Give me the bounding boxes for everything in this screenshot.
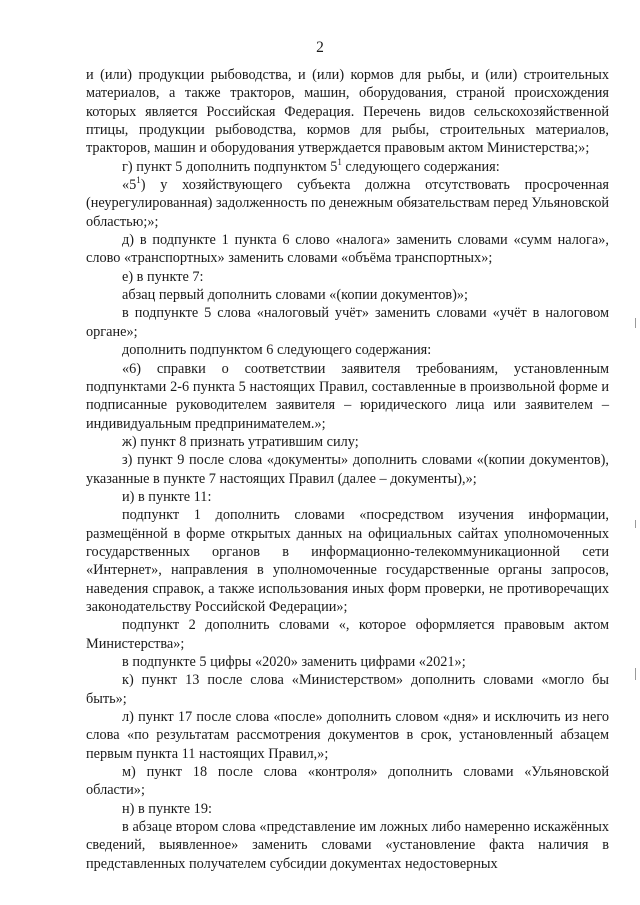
paragraph-subpoint-5-digits: в подпункте 5 цифры «2020» заменить цифрами «2021»; (122, 654, 466, 670)
paragraph-subpoint-6-text: «6) справки о соответствии заявителя требованиям, установленным подпунктами 2-6 пункта 5 настоящих Правил, составленные в произвольной форме и подписанные руководителем заявителя – юридического лица или заявителем – индивидуальным предпринимателем.»; (86, 360, 609, 432)
paragraph-item-m: м) пункт 18 после слова «контроля» дополнить словами «Ульяновской области»; (86, 764, 609, 799)
paragraph-item-i: и) в пункте 11: (122, 488, 212, 505)
paragraph-subpoint-2: подпункт 2 дополнить словами «, которое оформляется правовым актом Министерства»; (86, 617, 609, 652)
paragraph-item-z: з) пункт 9 после слова «документы» дополнить словами «(копии документов), указанные в пункте 7 настоящих Правил (далее – документы),»; (86, 452, 609, 487)
paragraph-subpoint-5: в подпункте 5 слова «налоговый учёт» заменить словами «учёт в налоговом органе»; (86, 305, 609, 340)
paragraph-item-zh: ж) пункт 8 признать утратившим силу; (122, 433, 359, 450)
paragraph-subpoint-1: подпункт 1 дополнить словами «посредством изучения информации, размещённой в форме открытых данных на официальных сайтах уполномоченных государственных органов в информационно-телекоммуникационной сети «Интернет», направления в уполномоченные государственные органы запросов, наведения справок, а также использования иных форм проверки, не противоречащих законодательству Российской Федерации»; (86, 507, 609, 615)
paragraph-subpoint-5-1 (86, 176, 609, 231)
document-body (86, 66, 609, 873)
scan-mark (635, 520, 636, 528)
scan-mark (635, 318, 636, 328)
paragraph-text: ) у хозяйствующего субъекта должна отсутствовать просроченная (неурегулированная) задолженность по денежным обязательствам перед Ульяновской областью;»; (86, 177, 609, 230)
scan-mark (635, 668, 636, 680)
paragraph-item-d: д) в подпункте 1 пункта 6 слово «налога» заменить словами «сумм налога», слово «транспортных» заменить словами «объёма транспортных»; (86, 232, 609, 267)
paragraph-item-l: л) пункт 17 после слова «после» дополнить словом «дня» и исключить из него слова «по результатам рассмотрения документов в срок, установленный абзацем первым пункта 11 настоящих Правил,»; (86, 709, 609, 762)
superscript: 1 (337, 156, 342, 167)
paragraph-add-subpoint-6: дополнить подпунктом 6 следующего содержания: (122, 342, 432, 359)
superscript: 1 (136, 175, 141, 186)
paragraph-item-e: е) в пункте 7: (122, 268, 204, 285)
paragraph-text: «5 (122, 177, 137, 194)
paragraph-text: г) пункт 5 дополнить подпунктом 5 (122, 158, 338, 175)
paragraph-item-n: н) в пункте 19: (122, 800, 212, 817)
paragraph-item-g (86, 158, 609, 176)
paragraph-abzac-second: в абзаце втором слова «представление им ложных либо намеренно искажённых сведений, выявленное» заменить словами «установление факта наличия в представленных получателем субсидии документах недостоверных (86, 819, 609, 872)
page-number: 2 (316, 39, 324, 56)
paragraph-continuation: и (или) продукции рыбоводства, и (или) кормов для рыбы, и (или) строительных материалов, а также тракторов, машин, оборудования, страной происхождения которых является Российская Федерация. Перечень видов сельскохозяйственной птицы, продукции рыбоводства, кормов для рыбы, строительных материалов, тракторов, машин и оборудования утверждается правовым актом Министерства;»; (86, 67, 609, 157)
paragraph-abzac-first: абзац первый дополнить словами «(копии документов)»; (122, 287, 469, 304)
paragraph-item-k: к) пункт 13 после слова «Министерством» дополнить словами «могло бы быть»; (86, 672, 609, 707)
paragraph-text: следующего содержания: (341, 158, 500, 175)
